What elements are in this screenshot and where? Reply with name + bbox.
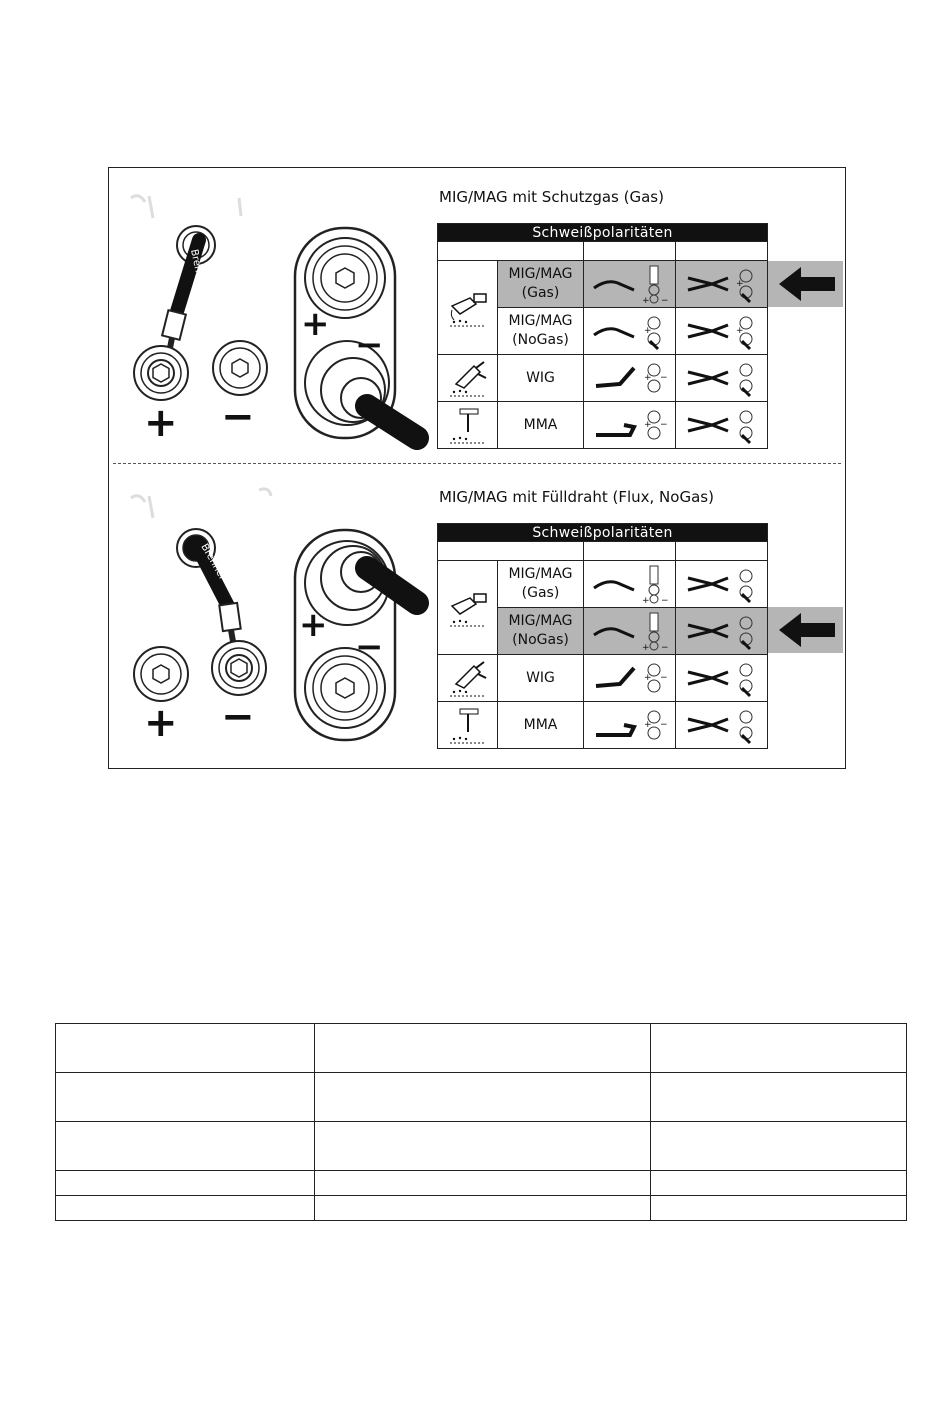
svg-text:+: + — [643, 720, 652, 730]
svg-text:+: + — [643, 420, 652, 430]
svg-text:+: + — [301, 304, 330, 344]
tig-torch-icon — [438, 355, 498, 402]
clamp-polarity-symbol — [676, 402, 768, 449]
svg-text:−: − — [659, 673, 668, 683]
section-title: MIG/MAG mit Schutzgas (Gas) — [439, 188, 664, 206]
mig-torch-icon — [438, 261, 498, 355]
torch-polarity-symbol — [584, 308, 676, 355]
cable-label: Brenner — [188, 248, 208, 290]
svg-text:−: − — [659, 420, 668, 430]
dashed-divider — [113, 463, 841, 464]
clamp-polarity-symbol — [676, 308, 768, 355]
svg-text:+: + — [643, 373, 652, 383]
table-row: MIG/MAG (NoGas) + + — [438, 308, 768, 355]
terminal-diagram-gas — [109, 168, 434, 463]
svg-text:Brenner: Brenner — [198, 542, 228, 583]
empty-table — [55, 1023, 907, 1221]
torch-polarity-symbol — [584, 355, 676, 402]
table-row — [56, 1073, 907, 1122]
torch-polarity-symbol — [584, 655, 676, 702]
svg-text:−: − — [659, 373, 668, 383]
table-row — [56, 1122, 907, 1171]
svg-text:+: + — [735, 279, 744, 289]
electrode-holder-icon — [438, 402, 498, 449]
polarity-table — [437, 523, 768, 749]
table-row: MMA + − — [438, 402, 768, 449]
mig-torch-icon — [438, 561, 498, 655]
clamp-polarity-symbol — [676, 261, 768, 308]
tig-torch-icon — [438, 655, 498, 702]
table-row: WIG + − — [438, 655, 768, 702]
table-row: MIG/MAG (Gas) + − + — [438, 261, 768, 308]
torch-polarity-symbol — [584, 702, 676, 749]
table-row: MMA + − — [438, 702, 768, 749]
svg-text:+: + — [735, 326, 744, 336]
svg-text:+: + — [643, 673, 652, 683]
svg-text:−: − — [660, 596, 669, 604]
electrode-holder-icon — [438, 702, 498, 749]
table-row — [56, 1196, 907, 1221]
minus-sign: − — [221, 394, 255, 440]
torch-polarity-symbol — [584, 402, 676, 449]
polarity-table-header: Schweißpolaritäten — [438, 524, 768, 542]
terminal-diagram-flux — [109, 468, 434, 763]
torch-polarity-symbol — [584, 561, 676, 608]
polarity-table-header: Schweißpolaritäten — [438, 224, 768, 242]
arrow-left-icon — [779, 267, 837, 301]
section-title: MIG/MAG mit Fülldraht (Flux, NoGas) — [439, 488, 714, 506]
svg-text:+: + — [641, 596, 650, 604]
torch-polarity-symbol — [584, 608, 676, 655]
polarity-figure — [108, 167, 846, 769]
arrow-left-icon — [779, 613, 837, 647]
svg-text:−: − — [355, 627, 384, 667]
clamp-polarity-symbol — [676, 561, 768, 608]
svg-text:+: + — [299, 605, 328, 645]
table-row — [56, 1024, 907, 1073]
panel-flux — [109, 468, 845, 763]
svg-text:+: + — [641, 643, 650, 651]
svg-text:−: − — [660, 296, 669, 304]
svg-text:−: − — [660, 643, 669, 651]
clamp-polarity-symbol — [676, 702, 768, 749]
panel-gas — [109, 168, 845, 463]
svg-text:−: − — [659, 720, 668, 730]
plus-sign: + — [144, 400, 178, 446]
table-row: MIG/MAG (Gas) + − — [438, 561, 768, 608]
clamp-polarity-symbol — [676, 608, 768, 655]
table-row: MIG/MAG (NoGas) + − — [438, 608, 768, 655]
torch-polarity-symbol — [584, 261, 676, 308]
clamp-polarity-symbol — [676, 655, 768, 702]
svg-text:+: + — [641, 296, 650, 304]
clamp-polarity-symbol — [676, 355, 768, 402]
svg-text:−: − — [221, 694, 255, 740]
svg-text:+: + — [643, 326, 652, 336]
table-row — [56, 1171, 907, 1196]
svg-text:+: + — [144, 700, 178, 746]
polarity-table — [437, 223, 768, 449]
table-row: WIG + − — [438, 355, 768, 402]
svg-text:−: − — [355, 325, 384, 365]
